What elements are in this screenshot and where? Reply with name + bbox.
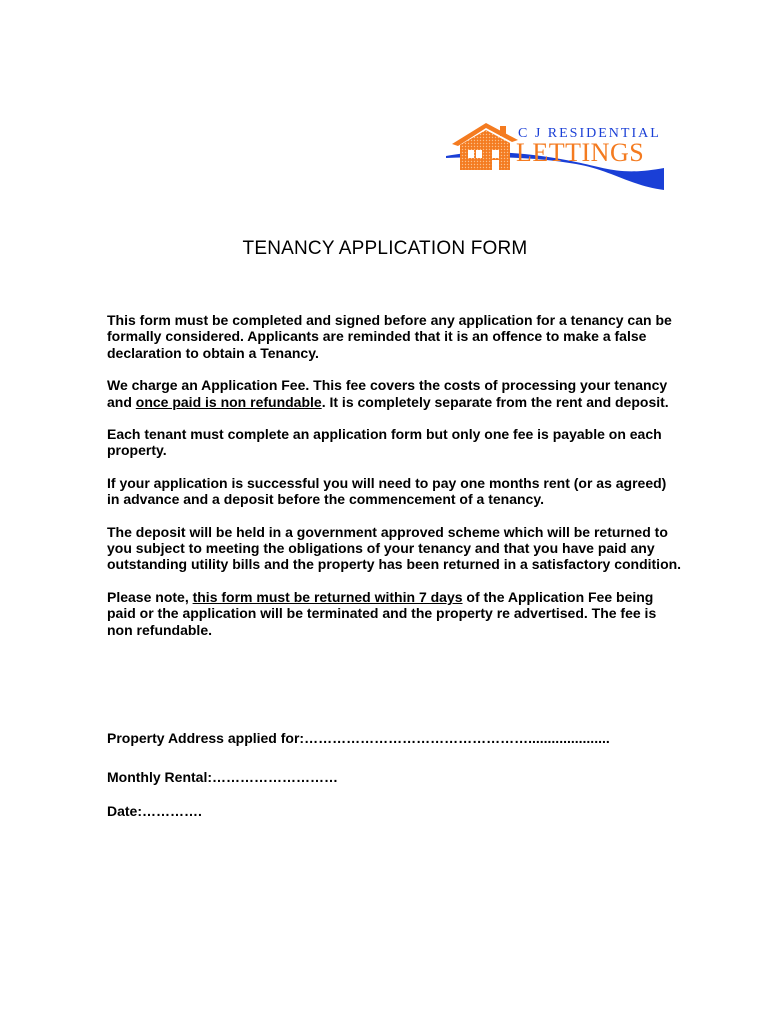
paragraph-4: If your application is successful you will need to pay one months rent (or as agreed) in advance and a deposit before the commencement of a tenancy. <box>107 474 667 508</box>
company-logo <box>446 118 666 194</box>
logo-line2: LETTINGS <box>516 138 645 167</box>
logo-line1: C J RESIDENTIAL <box>518 126 661 141</box>
return-deadline-underline: this form must be returned within 7 days <box>192 588 463 605</box>
form-intro <box>107 312 682 654</box>
non-refundable-underline: once paid is non refundable <box>135 393 322 410</box>
paragraph-5: The deposit will be held in a government approved scheme which will be returned to you subject to meeting the obligations of your tenancy and that you have paid any outstanding utility bills and the property has been returned in a satisfactory condition. <box>107 523 682 573</box>
date-field[interactable]: Date:…………. <box>107 803 202 819</box>
paragraph-3: Each tenant must complete an application form but only one fee is payable on each property. <box>107 426 662 459</box>
paragraph-6: Please note, this form must be returned within 7 days of the Application Fee being paid or the application will be terminated and the property re advertised. The fee is non refundable. <box>107 588 657 638</box>
property-address-field[interactable]: Property Address applied for:…………………………………………..................... <box>107 730 610 746</box>
paragraph-2: We charge an Application Fee. This fee covers the costs of processing your tenancy and once paid is non refundable. It is completely separate from the rent and deposit. <box>107 377 669 410</box>
monthly-rental-field[interactable]: Monthly Rental:……………………… <box>107 769 338 785</box>
page-title: TENANCY APPLICATION FORM <box>242 238 528 259</box>
paragraph-1: This form must be completed and signed before any application for a tenancy can be formally considered. Applicants are reminded that it is an offence to make a false declaration to obtain a Tenancy. <box>107 312 672 361</box>
